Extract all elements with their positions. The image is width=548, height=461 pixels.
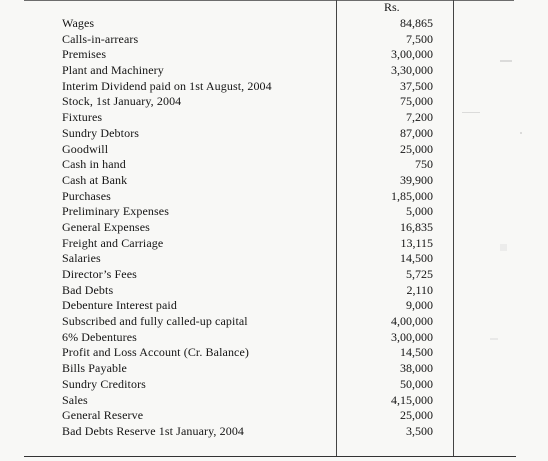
table-row [0,251,548,267]
row-amount: 9,000 [406,298,433,313]
row-label: General Expenses [62,219,150,234]
row-label: Subscribed and fully called-up capital [62,314,248,329]
row-label: Bills Payable [62,361,127,376]
table-row [0,236,548,252]
row-label: Calls-in-arrears [62,31,139,46]
row-amount: 13,115 [400,235,433,250]
table-row [0,314,548,330]
table-row [0,298,548,314]
row-amount: 4,15,000 [391,392,433,407]
row-label: Sales [62,392,88,407]
row-label: Debenture Interest paid [62,298,177,313]
row-amount: 2,110 [406,282,433,297]
row-label: General Reserve [62,408,144,423]
row-label: Bad Debts Reserve 1st January, 2004 [62,423,245,438]
table-row [0,32,548,48]
table-row [0,79,548,95]
row-amount: 5,725 [406,267,433,281]
row-amount: 14,500 [400,251,433,266]
row-amount: 84,865 [400,16,433,30]
row-amount: 39,900 [400,172,433,187]
table-row [0,157,548,173]
row-amount: 38,000 [400,361,433,376]
row-label: Bad Debts [62,282,114,297]
row-amount: 25,000 [400,408,433,423]
row-label: Premises [62,47,107,62]
row-label: Plant and Machinery [62,63,164,78]
row-label: Director’s Fees [62,267,137,281]
row-label: Cash in hand [62,157,126,172]
table-row [0,63,548,79]
row-amount: 1,85,000 [391,188,433,203]
table-row [0,220,548,236]
table-row [0,408,548,424]
table-row [0,204,548,220]
row-label: Goodwill [62,141,109,156]
row-label: Purchases [62,188,111,203]
row-amount: 50,000 [400,376,433,391]
row-amount: 5,000 [406,204,433,219]
table-row [0,424,548,440]
table-row [0,16,548,32]
row-amount: 25,000 [400,141,433,156]
row-amount: 750 [415,157,433,172]
row-amount: 4,00,000 [391,314,433,329]
row-amount: 37,500 [400,78,433,93]
table-row [0,267,548,283]
scan-speck [500,60,512,62]
row-amount: 7,500 [406,31,433,46]
row-amount: 75,000 [400,94,433,109]
row-amount: 14,500 [400,345,433,360]
table-row [0,393,548,409]
row-label: Sundry Creditors [62,376,146,391]
table-row [0,377,548,393]
scan-speck [462,112,480,113]
row-label: Sundry Debtors [62,125,140,140]
row-amount: 16,835 [400,219,433,234]
top-rule [24,0,514,1]
row-amount: 3,30,000 [391,63,433,78]
table-row [0,283,548,299]
row-label: 6% Debentures [62,329,137,344]
row-label: Freight and Carriage [62,235,164,250]
scan-speck [500,244,507,251]
row-label: Profit and Loss Account (Cr. Balance) [62,345,249,360]
row-label: Cash at Bank [62,172,128,187]
bottom-rule [24,456,516,457]
row-label: Preliminary Expenses [62,204,169,219]
table-row [0,345,548,361]
row-label: Wages [62,16,95,30]
row-label: Salaries [62,251,101,266]
scan-speck [490,338,498,340]
table-row [0,330,548,346]
row-label: Interim Dividend paid on 1st August, 2004 [62,78,272,93]
ledger-table [0,16,548,440]
table-row [0,361,548,377]
row-amount: 3,500 [406,423,433,438]
row-amount: 3,00,000 [391,329,433,344]
row-label: Fixtures [62,110,103,125]
table-row [0,126,548,142]
row-amount: 7,200 [406,110,433,125]
row-label: Stock, 1st January, 2004 [62,94,182,109]
table-row [0,94,548,110]
currency-header: Rs. [384,0,400,14]
table-row [0,173,548,189]
row-amount: 3,00,000 [391,47,433,62]
scan-speck [520,132,522,134]
row-amount: 87,000 [400,125,433,140]
table-row [0,189,548,205]
table-row [0,142,548,158]
table-row [0,47,548,63]
